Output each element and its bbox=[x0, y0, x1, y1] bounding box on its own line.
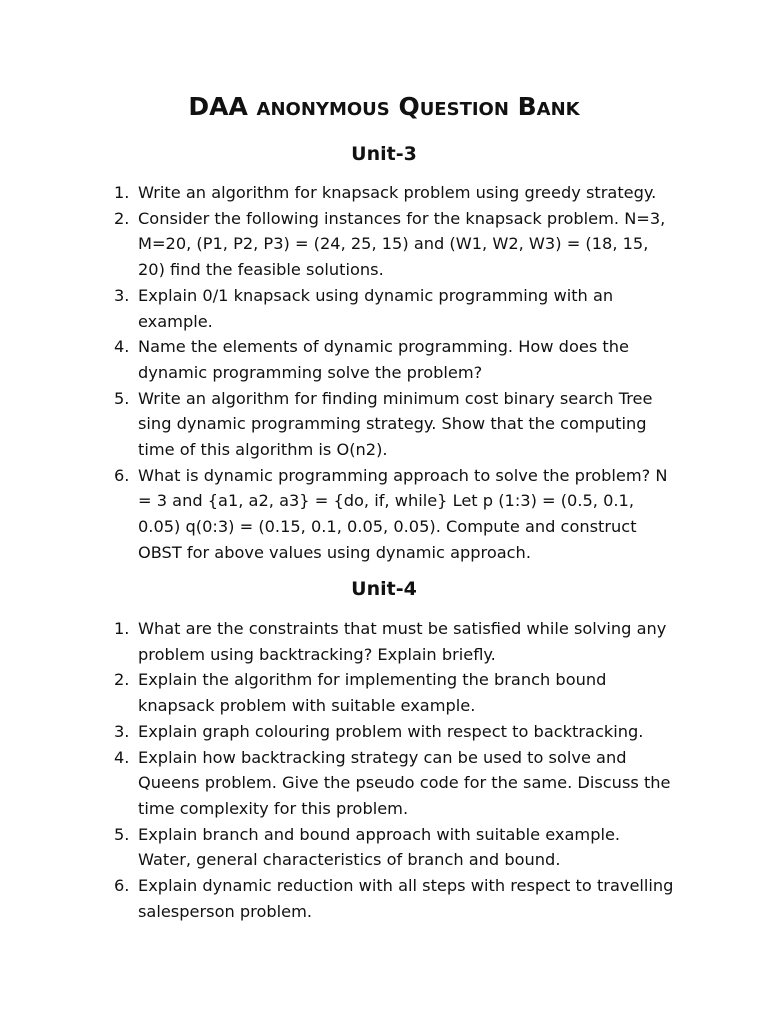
question-item bbox=[114, 667, 678, 718]
unit-4-heading: Unit-4 bbox=[351, 578, 417, 600]
question-item bbox=[114, 719, 678, 745]
question-text: Explain the algorithm for implementing the branch bound knapsack problem with suitable example. bbox=[138, 670, 607, 716]
question-text: Explain dynamic reduction with all steps with respect to travelling salesperson problem. bbox=[138, 876, 674, 921]
question-item bbox=[114, 745, 678, 822]
question-number: 6. bbox=[114, 876, 130, 896]
question-number: 2. bbox=[114, 208, 130, 228]
question-number: 4. bbox=[114, 337, 130, 357]
question-number: 3. bbox=[114, 285, 130, 305]
question-number: 5. bbox=[114, 824, 130, 844]
unit-3-question-list bbox=[114, 180, 678, 566]
unit-3-heading: Unit-3 bbox=[351, 143, 417, 165]
question-text: Write an algorithm for knapsack problem using greedy strategy. bbox=[138, 183, 657, 202]
question-item bbox=[114, 334, 678, 385]
question-text: Write an algorithm for finding minimum cost binary search Tree sing dynamic programming strategy. Show that the computing time of this algorithm is O(n2). bbox=[138, 388, 653, 460]
question-item bbox=[114, 616, 678, 667]
question-number: 4. bbox=[114, 747, 130, 767]
question-item bbox=[114, 463, 678, 566]
question-number: 3. bbox=[114, 721, 130, 741]
question-text: Explain graph colouring problem with respect to backtracking. bbox=[138, 721, 644, 741]
question-item bbox=[114, 283, 678, 334]
question-text: Explain how backtracking strategy can be used to solve and Queens problem. Give the pseudo code for the same. Discuss the time complexity for this problem. bbox=[138, 747, 671, 818]
question-text: Explain branch and bound approach with suitable example. Water, general characteristics of branch and bound. bbox=[138, 824, 621, 870]
question-item bbox=[114, 822, 678, 873]
question-number: 1. bbox=[114, 619, 130, 638]
question-text: Name the elements of dynamic programming. How does the dynamic programming solve the problem? bbox=[138, 337, 629, 382]
document-title-abbrev: DAA bbox=[188, 92, 248, 121]
document-title-rest: anonymous Question Bank bbox=[256, 92, 580, 121]
question-number: 2. bbox=[114, 670, 130, 690]
question-text: What is dynamic programming approach to solve the problem? N = 3 and {a1, a2, a3} = {do, if, while} Let p (1:3) = (0.5, 0.1, 0.05) q(0:3) = (0.15, 0.1, 0.05, 0.05). Compute and construct OBST for above values using dynamic approach. bbox=[138, 465, 668, 562]
question-item bbox=[114, 206, 678, 283]
question-text: What are the constraints that must be satisfied while solving any problem using backtracking? Explain briefly. bbox=[138, 619, 667, 664]
question-text: Consider the following instances for the knapsack problem. N=3, M=20, (P1, P2, P3) = (24, 25, 15) and (W1, W2, W3) = (18, 15, 20) find the feasible solutions. bbox=[138, 208, 666, 280]
question-text: Explain 0/1 knapsack using dynamic programming with an example. bbox=[138, 285, 614, 331]
question-number: 5. bbox=[114, 388, 130, 408]
question-number: 6. bbox=[114, 465, 130, 485]
question-item bbox=[114, 386, 678, 463]
unit-4-question-list bbox=[114, 616, 678, 924]
document-title bbox=[0, 92, 768, 121]
question-item bbox=[114, 180, 678, 206]
question-number: 1. bbox=[114, 183, 130, 202]
question-item bbox=[114, 873, 678, 924]
